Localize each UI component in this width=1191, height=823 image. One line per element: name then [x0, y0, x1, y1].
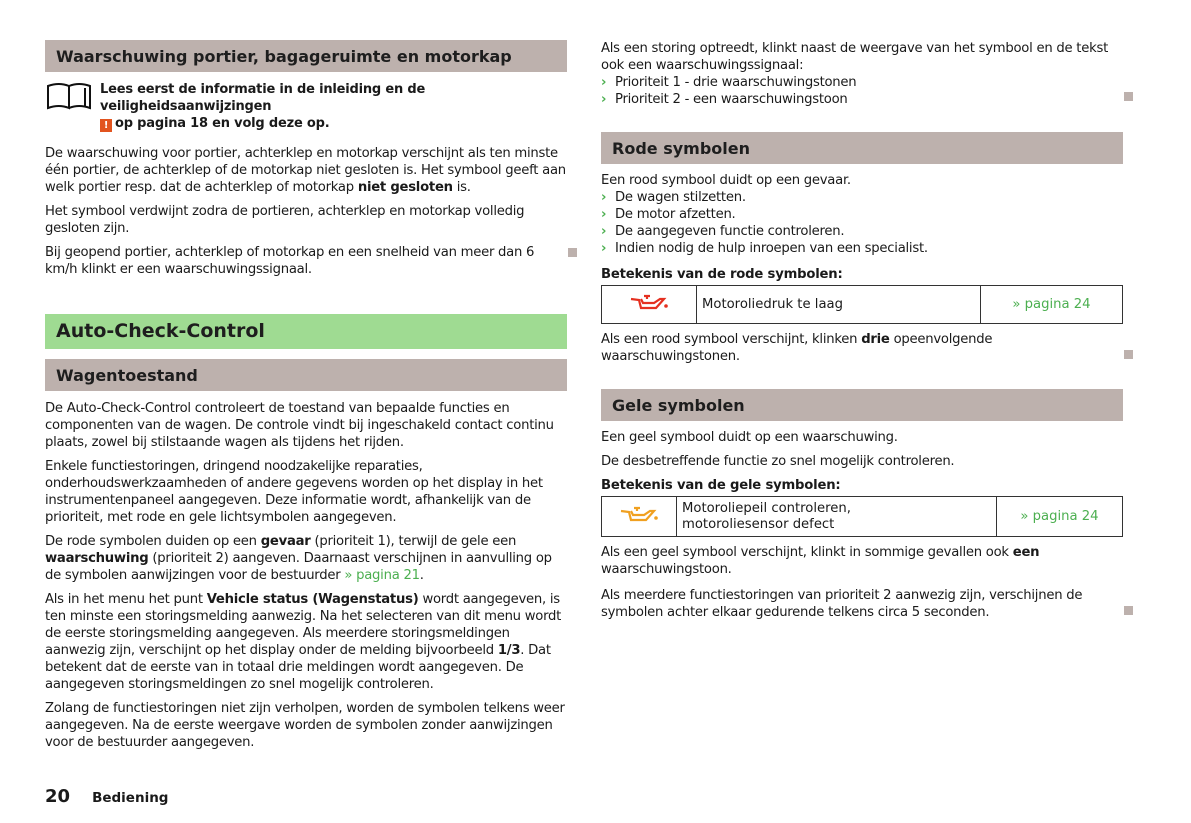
priority-list: [601, 74, 1123, 108]
chevron-right-icon: ›: [601, 224, 607, 239]
paragraph: Als een storing optreedt, klinkt naast de weergave van het symbool en de tekst ook een waarschuwingssignaal:: [601, 41, 1109, 73]
yellow-table-title: Betekenis van de gele symbolen:: [601, 478, 841, 493]
safety-note-text: [100, 81, 567, 132]
safety-note-line2[interactable]: op pagina 18 en volg deze op.: [115, 116, 330, 131]
chapter-heading: Auto-Check-Control: [45, 314, 567, 349]
paragraph: De waarschuwing voor portier, achterklep en motorkap verschijnt als ten minste één portier, de achterklep of de motorkap niet gesloten is. Het symbool geeft aan welk portier resp. dat de achterklep of motorkap niet gesloten is.: [45, 146, 566, 195]
chevron-right-icon: ›: [601, 75, 607, 90]
symbol-description: Motoroliepeil controleren, motoroliesensor defect: [677, 497, 997, 537]
table-row: [602, 497, 1123, 537]
red-table-title: Betekenis van de rode symbolen:: [601, 267, 843, 282]
red-steps-list: [601, 189, 1123, 257]
list-item: › Prioriteit 2 - een waarschuwingstoon: [601, 92, 848, 107]
page-number: 20: [45, 786, 71, 807]
oil-level-icon: [619, 505, 659, 523]
paragraph: De desbetreffende functie zo snel mogelijk controleren.: [601, 454, 955, 469]
chevron-right-icon: ›: [601, 207, 607, 222]
page-link[interactable]: » pagina 24: [981, 286, 1123, 324]
section-heading-vehicle-status: Wagentoestand: [45, 359, 567, 391]
warning-icon: !: [100, 119, 112, 132]
yellow-symbols-table: [601, 496, 1123, 537]
paragraph: Als een rood symbool verschijnt, klinken drie opeenvolgende waarschuwingstonen.: [601, 332, 993, 364]
symbol-description: Motoroliedruk te laag: [697, 286, 981, 324]
paragraph: Een rood symbool duidt op een gevaar.: [601, 173, 851, 188]
safety-note-line1: Lees eerst de informatie in de inleiding en de veiligheidsaanwijzingen: [100, 82, 426, 114]
paragraph: De Auto-Check-Control controleert de toestand van bepaalde functies en componenten van de wagen. De controle vindt bij ingeschakeld contact continu plaats, zowel bij stilstaande wagen als tijdens het rijden.: [45, 401, 554, 450]
paragraph: Bij geopend portier, achterklep of motorkap en een snelheid van meer dan 6 km/h klinkt er een waarschuwingssignaal.: [45, 245, 535, 277]
chevron-right-icon: ›: [601, 190, 607, 205]
list-item: › De wagen stilzetten.: [601, 190, 746, 205]
symbol-cell: [602, 286, 697, 324]
list-item: › Prioriteit 1 - drie waarschuwingstonen: [601, 75, 857, 90]
section-heading-door-warning: Waarschuwing portier, bagageruimte en motorkap: [45, 40, 567, 72]
book-icon: [45, 81, 95, 111]
table-row: [602, 286, 1123, 324]
section-end-marker: [1124, 350, 1133, 359]
red-symbols-table: [601, 285, 1123, 324]
chevron-right-icon: ›: [601, 92, 607, 107]
left-column: [45, 40, 567, 751]
list-item: › De motor afzetten.: [601, 207, 736, 222]
page-link[interactable]: » pagina 21: [344, 568, 420, 583]
paragraph: Enkele functiestoringen, dringend noodzakelijke reparaties, onderhoudswerkzaamheden of andere gegevens worden op het display in het instrumentenpaneel aangegeven. Deze informatie wordt, afhankelijk van de prioriteit, met rode en gele lichtsymbolen aangegeven.: [45, 459, 543, 525]
section-end-marker: [1124, 92, 1133, 101]
paragraph: Zolang de functiestoringen niet zijn verholpen, worden de symbolen telkens weer aangegeven. Na de eerste weergave worden de symbolen zonder aanwijzingen voor de bestuurder aangegeven.: [45, 701, 565, 750]
paragraph: Als in het menu het punt Vehicle status (Wagenstatus) wordt aangegeven, is ten minste een storingsmelding aanwezig. Na het selecteren van dit menu wordt de eerste storingsmelding aangegeven. Als meerdere storingsmeldingen aanwezig zijn, verschijnt op het display onder de melding bijvoorbeeld 1/3. Dat betekent dat de eerste van in totaal drie meldingen wordt aangegeven. De aangegeven storingsmeldingen zo snel mogelijk controleren.: [45, 592, 562, 692]
symbol-cell: [602, 497, 677, 537]
section-end-marker: [568, 248, 577, 257]
safety-note: [45, 81, 567, 132]
chapter-name: Bediening: [92, 790, 169, 806]
right-column: [601, 40, 1123, 621]
page-footer: [45, 788, 168, 807]
paragraph: Als een geel symbool verschijnt, klinkt in sommige gevallen ook een waarschuwingstoon.: [601, 545, 1040, 577]
paragraph: Als meerdere functiestoringen van prioriteit 2 aanwezig zijn, verschijnen de symbolen achter elkaar gedurende telkens circa 5 seconden.: [601, 588, 1083, 620]
paragraph: De rode symbolen duiden op een gevaar (prioriteit 1), terwijl de gele een waarschuwing (prioriteit 2) aangeven. Daarnaast verschijnen in aanvulling op de symbolen aanwijzingen voor de bestuurder » pagina 21.: [45, 534, 552, 583]
list-item: › De aangegeven functie controleren.: [601, 224, 845, 239]
section-end-marker: [1124, 606, 1133, 615]
oil-pressure-icon: [629, 293, 669, 311]
chevron-right-icon: ›: [601, 241, 607, 256]
paragraph: Het symbool verdwijnt zodra de portieren, achterklep en motorkap volledig gesloten zijn.: [45, 204, 525, 236]
section-heading-red-symbols: Rode symbolen: [601, 132, 1123, 164]
paragraph: Een geel symbool duidt op een waarschuwing.: [601, 430, 898, 445]
section-heading-yellow-symbols: Gele symbolen: [601, 389, 1123, 421]
page-link[interactable]: » pagina 24: [997, 497, 1123, 537]
list-item: › Indien nodig de hulp inroepen van een specialist.: [601, 241, 928, 256]
